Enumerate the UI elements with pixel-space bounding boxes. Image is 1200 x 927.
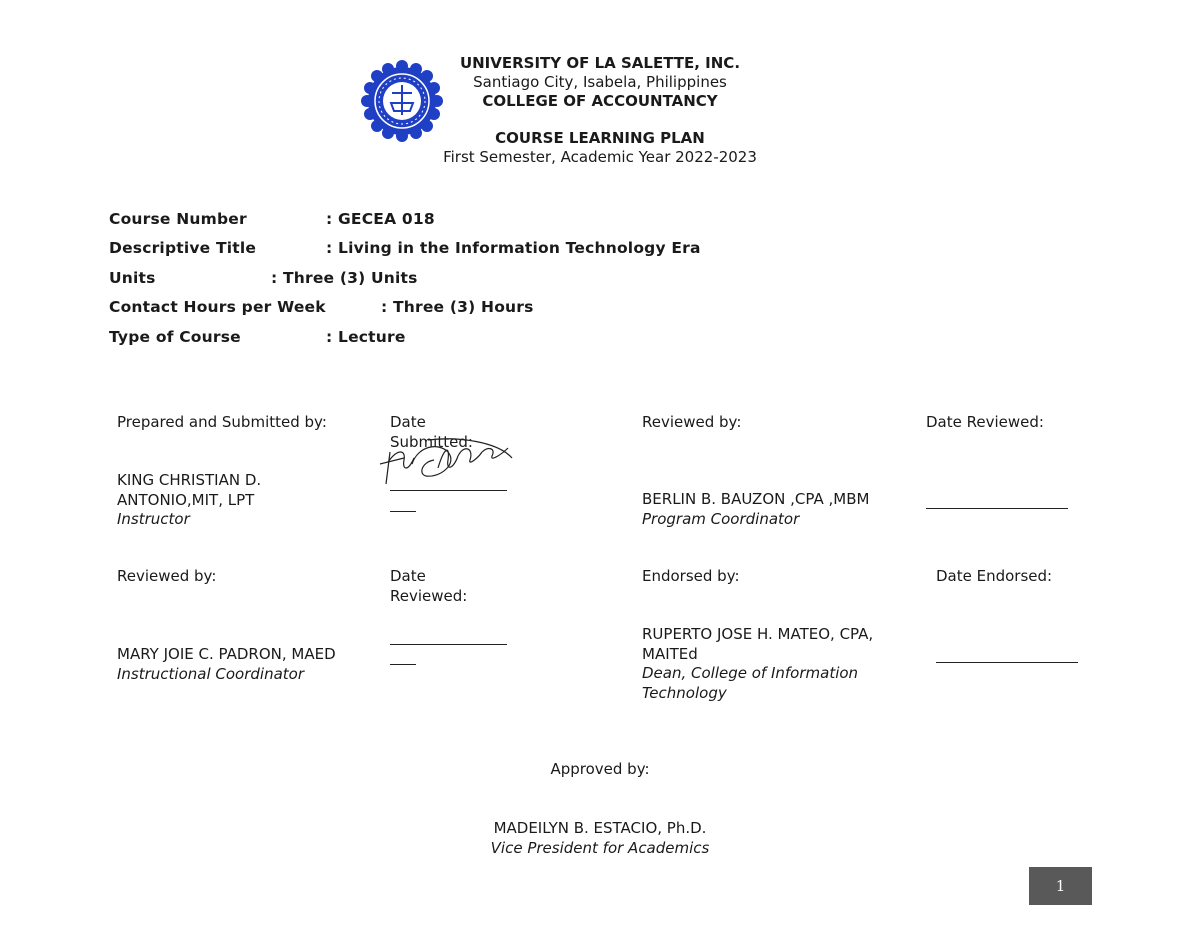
- course-number-value: : GECEA 018: [326, 210, 435, 228]
- dean-role-line1: Dean, College of Information: [642, 664, 859, 682]
- date-reviewed-line-2: [390, 644, 507, 645]
- approved-by-label: Approved by:: [550, 760, 650, 778]
- dean-name-line2: MAITEd: [642, 644, 698, 663]
- document-title: COURSE LEARNING PLAN: [495, 129, 705, 147]
- prepared-by-name-line1: KING CHRISTIAN D.: [117, 471, 262, 489]
- college-name: COLLEGE OF ACCOUNTANCY: [482, 92, 718, 110]
- approver-role: Vice President for Academics: [490, 838, 710, 857]
- semester-label: First Semester, Academic Year 2022-2023: [443, 148, 757, 166]
- prepared-by-role: Instructor: [117, 510, 190, 528]
- date-endorsed-label: Date Endorsed:: [936, 567, 1053, 585]
- program-coordinator-name: BERLIN B. BAUZON ,CPA ,MBM: [642, 490, 870, 508]
- endorsed-by-label: Endorsed by:: [642, 567, 740, 585]
- date-submitted-line: [390, 490, 507, 491]
- university-name: UNIVERSITY OF LA SALETTE, INC.: [459, 54, 741, 72]
- date-reviewed-label-2-line1: Date: [390, 567, 426, 585]
- date-submitted-label-line2: Submitted:: [390, 432, 473, 451]
- date-reviewed-label: Date Reviewed:: [926, 413, 1044, 431]
- approver-signatory: [400, 819, 800, 858]
- university-location: Santiago City, Isabela, Philippines: [473, 73, 727, 91]
- date-reviewed-line: [926, 508, 1068, 509]
- document-header: [400, 54, 800, 167]
- course-type-value: : Lecture: [326, 327, 406, 346]
- date-reviewed-label-2-line2: Reviewed:: [390, 586, 468, 605]
- course-type-label: Type of Course: [109, 327, 241, 346]
- prepared-by-label: Prepared and Submitted by:: [117, 413, 327, 431]
- units-value: : Three (3) Units: [271, 268, 418, 287]
- course-number-label: Course Number: [109, 210, 247, 228]
- approver-name: MADEILYN B. ESTACIO, Ph.D.: [493, 819, 707, 837]
- date-endorsed-line: [936, 662, 1078, 663]
- reviewed-by-label: Reviewed by:: [642, 413, 742, 431]
- contact-hours-value: : Three (3) Hours: [381, 298, 534, 317]
- page-number-badge: [1029, 867, 1092, 905]
- contact-hours-label: Contact Hours per Week: [109, 298, 326, 317]
- program-coordinator-role: Program Coordinator: [642, 509, 800, 528]
- dean-name-line1: RUPERTO JOSE H. MATEO, CPA,: [642, 625, 874, 643]
- handwritten-signature-icon: [378, 438, 513, 490]
- prepared-by-name-line2: ANTONIO,MIT, LPT: [117, 490, 255, 509]
- prepared-by-signatory: [117, 471, 261, 530]
- descriptive-title-label: Descriptive Title: [109, 239, 257, 258]
- dean-role-line2: Technology: [642, 683, 727, 702]
- date-submitted-label-line1: Date: [390, 413, 426, 431]
- reviewed-by-label-2: Reviewed by:: [117, 567, 217, 585]
- instructional-coordinator-role: Instructional Coordinator: [117, 664, 305, 683]
- page-number: 1: [1055, 877, 1066, 895]
- instructional-coordinator-name: MARY JOIE C. PADRON, MAED: [117, 645, 336, 663]
- instructional-coordinator-signatory: [117, 645, 336, 684]
- units-label: Units: [109, 268, 156, 287]
- dean-signatory: [642, 625, 873, 703]
- date-reviewed-line-2-short: [390, 664, 416, 665]
- date-reviewed-label-2: [390, 567, 467, 606]
- descriptive-title-value: : Living in the Information Technology Era: [326, 239, 701, 258]
- program-coordinator-signatory: [642, 490, 869, 529]
- date-submitted-line-short: [390, 511, 416, 512]
